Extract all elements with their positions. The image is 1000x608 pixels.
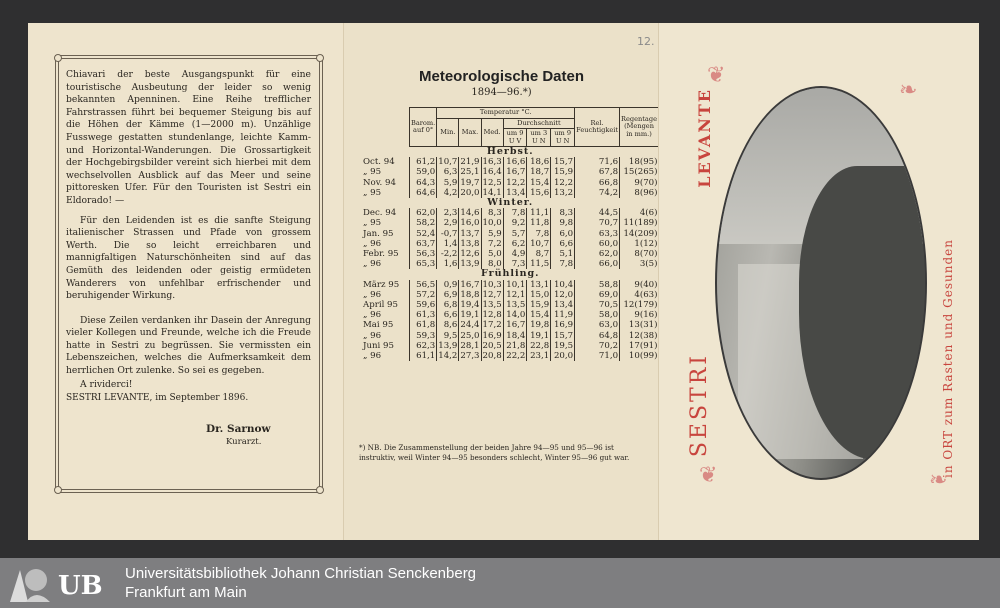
value-cell: 52,4 [410,229,437,239]
paragraph: A rividerci! [80,378,133,390]
value-cell: -0,7 [437,229,459,239]
season-heading: Herbst. [486,146,534,157]
value-cell: 14,0 [503,310,527,320]
table-row [362,351,659,361]
value-cell: 0,9 [437,280,459,290]
frame-corner-ornament [316,54,324,62]
value-cell: 9,5 [437,331,459,341]
value-cell: 70,5 [575,300,620,310]
value-cell: 6,6 [551,239,575,249]
value-cell: 6,3 [437,167,459,177]
value-cell: 7,2 [481,239,503,249]
value-cell: 19,1 [527,331,551,341]
value-cell: 56,3 [410,249,437,259]
value-cell: 9(16) [620,310,659,320]
value-cell: 27,3 [460,351,480,362]
table-row [362,341,659,351]
header-med: Med. [481,118,503,147]
paragraph: Für den Leidenden ist es die sanfte Steigung italienischer Strassen und Pfade von grossem Werth. Die so leicht erreichbaren und mannigfaltigen Naturschönheiten sind auf das Gemüth des leidenden oder geistig ermüdeten Wanderers von unfehlbar erfrischender und beruhigender Wirkung. [66,214,311,302]
value-cell: 74,2 [575,188,620,198]
pencil-note: 12. [637,35,655,48]
value-cell: 8,6 [437,320,459,330]
value-cell: 15(265) [620,167,659,177]
value-cell: 10,7 [438,157,458,168]
value-cell: 13,5 [503,300,527,310]
value-cell: 62,3 [410,341,437,351]
value-cell: 12(179) [620,300,659,310]
landscape-photo [715,86,927,480]
library-city: Frankfurt am Main [125,584,247,601]
value-cell: 63,3 [575,229,620,239]
header-um9: um 9 U V [503,129,527,147]
month-cell: Nov. 94 [363,177,396,188]
frame-corner-ornament [54,486,62,494]
value-cell: 61,3 [410,310,437,320]
page-subtitle: 1894—96.*) [471,87,532,98]
header-min: Min. [437,118,459,147]
text-body [66,69,311,398]
value-cell: 1,6 [437,259,459,269]
value-cell: 6,0 [551,229,575,239]
value-cell: 9(70) [620,178,659,188]
value-cell: 10(99) [620,351,659,361]
value-cell: 10,3 [482,279,502,290]
header-temperatur: Temperatur °C. [437,108,575,119]
value-cell: 64,8 [575,331,620,341]
table-row [362,290,659,300]
value-cell: 23,1 [527,351,551,361]
value-cell: 63,7 [410,239,437,249]
value-cell: 18,4 [503,331,527,341]
value-cell: 56,5 [410,280,437,290]
value-cell: 4,2 [437,188,459,198]
value-cell: 64,3 [410,178,437,188]
value-cell: 16,7 [460,279,480,290]
value-cell: 60,0 [575,239,620,249]
value-cell: 58,8 [575,280,620,290]
library-footer [0,558,1000,608]
value-cell: 9,8 [551,218,575,228]
value-cell: 64,6 [410,188,437,198]
levante-title: LEVANTE [695,88,714,188]
value-cell: 12,2 [503,178,527,188]
value-cell: 8,0 [481,259,503,269]
sestri-title: SESTRI [687,353,712,458]
value-cell: 14(209) [620,229,659,239]
value-cell: 12(38) [620,331,659,341]
season-heading: Frühling. [481,268,540,280]
value-cell: 8(96) [620,188,659,198]
table-row [362,218,659,228]
value-cell: 5,9 [437,178,459,188]
header-barom: Barom. auf 0° [410,108,437,147]
header-durchschnitt: Durchschnitt [503,118,574,129]
value-cell: 20,0 [460,187,480,198]
value-cell: 4(6) [620,208,659,218]
season-heading: Winter. [487,197,534,209]
value-cell: 61,2 [410,157,437,167]
value-cell: 13,9 [460,259,480,270]
value-cell: 19,7 [460,177,480,188]
value-cell: 44,5 [575,208,620,218]
value-cell: 18(95) [620,157,659,167]
value-cell: 70,2 [575,341,620,351]
month-cell: „ 96 [363,238,382,249]
value-cell: 21,9 [460,157,480,168]
table-row [362,331,659,341]
value-cell: 66,8 [575,178,620,188]
value-cell: 6,2 [503,239,527,249]
table-row [362,280,659,290]
value-cell: 18,7 [527,167,551,177]
value-cell: 15,4 [527,310,551,320]
value-cell: 13,5 [482,300,502,311]
weather-panel [343,23,659,540]
frame-corner-ornament [316,486,324,494]
table-row [362,178,659,188]
table-row [362,249,659,259]
table-row [362,167,659,177]
paragraph: Diese Zeilen verdanken ihr Dasein der Anregung vieler Kollegen und Freunde, welche ich die Freude hatte in Sestri zu begrüssen. Sie vermissten ein Lebenszeichen, welches die Aufmerksamkeit dem herrlichen Ort zulenke. So sei es gegeben. [66,314,311,377]
value-cell: 13,8 [460,238,480,249]
value-cell: 25,1 [460,167,480,178]
value-cell: 13(31) [620,320,659,330]
value-cell: 17(91) [620,341,659,351]
value-cell: 19,1 [460,310,480,321]
table-row [362,310,659,320]
value-cell: 63,0 [575,320,620,330]
ornament-flourish: ❦ [699,463,718,488]
value-cell: 2,9 [437,218,459,228]
value-cell: 13,4 [551,300,575,310]
month-cell: Jan. 95 [363,228,394,239]
value-cell: 8(70) [620,249,659,259]
header-regen: Regentage (Mengen in mm.) [620,108,659,147]
month-cell: „ 96 [363,330,382,341]
value-cell: 8,3 [551,208,575,218]
value-cell: 3(5) [620,259,659,269]
value-cell: 14,1 [482,187,502,198]
value-cell: 4,9 [503,249,527,259]
value-cell: 11,8 [527,218,551,228]
weather-table [362,107,659,361]
value-cell: 8,3 [481,208,503,218]
value-cell: 13,1 [527,280,551,290]
value-cell: 15,7 [551,331,575,341]
month-cell: Mai 95 [363,320,394,331]
value-cell: 15,4 [527,178,551,188]
month-cell: Febr. 95 [363,249,399,260]
value-cell: 15,6 [527,188,551,198]
month-cell: „ 96 [363,289,382,300]
value-cell: 69,0 [575,290,620,300]
month-cell: März 95 [363,279,400,290]
weather-table-body [362,147,659,362]
value-cell: 14,2 [438,351,458,362]
month-cell: April 95 [363,300,398,311]
value-cell: 5,9 [481,229,503,239]
value-cell: 2,3 [437,208,459,218]
value-cell: 5,7 [503,229,527,239]
value-cell: 70,7 [575,218,620,228]
header-feucht: Rel. Feuchtigkeit [575,108,620,147]
frame-corner-ornament [54,54,62,62]
value-cell: 59,0 [410,167,437,177]
value-cell: 1(12) [620,239,659,249]
value-cell: 17,2 [482,320,502,331]
month-cell: „ 96 [363,351,382,362]
month-cell: „ 96 [363,259,382,270]
value-cell: 20,8 [482,351,502,362]
month-cell: „ 96 [363,310,382,321]
table-row [362,300,659,310]
value-cell: 13,2 [551,188,575,198]
text-panel [28,23,343,540]
author-name: Dr. Sarnow [206,423,271,435]
month-cell: „ 95 [363,218,382,229]
value-cell: 4(63) [620,290,659,300]
value-cell: 12,1 [503,290,527,300]
value-cell: 7,8 [527,229,551,239]
value-cell: 16,9 [482,330,502,341]
table-row [362,320,659,330]
value-cell: 12,2 [551,178,575,188]
table-row [362,157,659,167]
header-max: Max. [459,118,481,147]
value-cell: 66,0 [575,259,620,269]
value-cell: 71,0 [575,351,620,361]
ornament-flourish: ❦ [707,63,726,88]
value-cell: 15,9 [551,167,575,177]
month-cell: Juni 95 [363,340,394,351]
value-cell: 6,6 [437,310,459,320]
value-cell: 15,7 [551,157,575,167]
value-cell: 21,8 [503,341,527,351]
value-cell: 20,0 [551,351,575,361]
value-cell: 5,1 [551,249,575,259]
table-row [362,208,659,218]
value-cell: 22,2 [503,351,527,361]
value-cell: 10,0 [482,218,502,229]
value-cell: 28,1 [460,340,480,351]
place-date: SESTRI LEVANTE, im September 1896. [66,393,249,403]
value-cell: 67,8 [575,167,620,177]
value-cell: 13,9 [438,340,458,351]
value-cell: 16,3 [482,157,502,168]
value-cell: 19,5 [551,341,575,351]
value-cell: 15,0 [527,290,551,300]
value-cell: 19,8 [527,320,551,330]
value-cell: 16,0 [460,218,480,229]
value-cell: 14,6 [460,208,480,219]
value-cell: 12,0 [551,290,575,300]
brochure-sheet [28,23,978,540]
footnote: *) NB. Die Zusammenstellung der beiden Jahre 94—95 und 95—96 ist instruktiv, weil Winter 94—95 besonders schlecht, Winter 95—96 gut war. [359,443,630,462]
value-cell: 6,9 [437,290,459,300]
paragraph: Chiavari der beste Ausgangspunkt für eine touristische Ausbeutung der leider so wenig bekannten Apenninen. Eine Reihe trefflicher Fahrstrassen führt bei bequemer Steigung bis auf die Höhen der Kämme (1—2000 m). Unzählige Fusswege gestatten stundenlange, leichte Kamm- und Horizontal-Wanderungen. Die Grossartigkeit der Hochgebirgsbilder vereint sich hierbei mit dem wechselvollen Ausblick auf das Meer und seine pittoresken Ufer. Für den Touristen ist Sestri ein Eldorado! — [66,69,311,206]
header-um9n: um 9 U N [551,129,575,147]
header-empty [362,108,410,147]
value-cell: 58,0 [575,310,620,320]
value-cell: 11,9 [551,310,575,320]
value-cell: 71,6 [575,157,620,167]
ornament-flourish: ❧ [929,468,948,493]
value-cell: 11,1 [527,208,551,218]
value-cell: -2,2 [437,249,459,259]
ub-logo-icon [6,562,114,604]
value-cell: 12,7 [482,289,502,300]
value-cell: 12,6 [460,249,480,260]
value-cell: 59,6 [410,300,437,310]
page-title: Meteorologische Daten [418,68,585,85]
tagline: in ORT zum Rasten und Gesunden [941,239,955,478]
season-heading-row [362,269,659,279]
value-cell: 7,8 [551,259,575,269]
value-cell: 10,4 [551,280,575,290]
value-cell: 16,6 [503,157,527,167]
month-cell: Dec. 94 [363,208,397,219]
value-cell: 65,3 [410,259,437,269]
value-cell: 11,5 [527,259,551,269]
month-cell: „ 95 [363,187,382,198]
logo-text: UB [58,571,103,601]
value-cell: 16,7 [503,320,527,330]
value-cell: 9(40) [620,280,659,290]
table-row [362,229,659,239]
value-cell: 12,5 [482,177,502,188]
month-cell: „ 95 [363,167,382,178]
value-cell: 13,4 [503,188,527,198]
value-cell: 22,8 [527,341,551,351]
value-cell: 16,4 [482,167,502,178]
value-cell: 8,7 [527,249,551,259]
value-cell: 9,2 [503,218,527,228]
value-cell: 15,9 [527,300,551,310]
value-cell: 24,4 [460,320,480,331]
value-cell: 57,2 [410,290,437,300]
value-cell: 11(189) [620,218,659,228]
value-cell: 16,9 [551,320,575,330]
value-cell: 20,5 [482,340,502,351]
value-cell: 62,0 [575,249,620,259]
value-cell: 59,3 [410,331,437,341]
value-cell: 61,8 [410,320,437,330]
value-cell: 7,3 [503,259,527,269]
value-cell: 25,0 [460,330,480,341]
author-title: Kurarzt. [226,437,262,447]
value-cell: 12,8 [482,310,502,321]
value-cell: 16,7 [503,167,527,177]
value-cell: 10,7 [527,239,551,249]
value-cell: 18,8 [460,289,480,300]
value-cell: 6,8 [437,300,459,310]
value-cell: 58,2 [410,218,437,228]
header-um3: um 3 U N [527,129,551,147]
month-cell: Oct. 94 [363,157,395,168]
library-name: Universitätsbibliothek Johann Christian Senckenberg [125,565,477,582]
table-row [362,239,659,249]
value-cell: 19,4 [460,300,480,311]
value-cell: 18,6 [527,157,551,167]
value-cell: 61,1 [410,351,437,361]
value-cell: 7,8 [503,208,527,218]
value-cell: 1,4 [437,239,459,249]
value-cell: 5,0 [481,249,503,259]
season-heading-row [362,147,659,158]
season-heading-row [362,198,659,208]
value-cell: 13,7 [460,228,480,239]
value-cell: 10,1 [503,280,527,290]
value-cell: 62,0 [410,208,437,218]
